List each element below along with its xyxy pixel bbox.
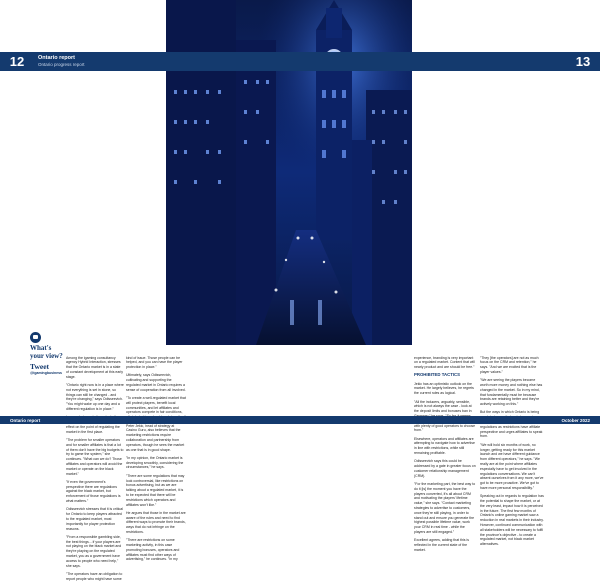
paragraph: "If even the government's perspective there are regulations against the black market, but enforcement of those regulations is what matters." <box>66 479 121 504</box>
tweet-prompt[interactable] <box>30 332 66 392</box>
article-column-2 <box>126 352 186 562</box>
paragraph: Elsewhere, operators and affiliates are attempting to navigate how to advertise in line with restrictions, while still remaining profitable. <box>414 436 475 456</box>
page-number-left: 12 <box>4 52 30 71</box>
twitter-handle[interactable]: @igamingbusiness <box>30 371 63 375</box>
paragraph: Ultimately, says Odisseevich, cultivating and supporting the regulated market in Ontario requires a sense of cooperation from all involved. <box>126 373 186 392</box>
subheading: PROHIBITED TACTICS <box>414 372 460 378</box>
paragraph: "All the inducers, arguably, sensible, which is not always the case - look at the deposit limits and bonuses ban in with plenty of good operators to choose from." <box>414 399 476 433</box>
article-column-4 <box>480 352 544 547</box>
footer-band <box>0 416 600 424</box>
paragraph: He argues that those in the market are aware of the rules and need to find different ways to promote their brands, ways that do not infringe on the restrictions. <box>126 510 186 534</box>
article-column-3 <box>414 352 476 552</box>
paragraph: "The problem for smaller operators and for smaller affiliates is that a lot of them don't have the big budgets to try to game the system," she continues. "What can we do? Those affiliates and operators will avoid the market or operate on the black market." <box>66 437 124 476</box>
paragraph: "In my opinion, the Ontario market is developing smoothly, considering the circumstances," he says. <box>126 455 184 470</box>
paragraph: "From a responsible gambling side, the best things... if your players are not playing on the black market and they're playing on the regulated market, you as a government have access to people who need help," she says. <box>66 534 122 568</box>
paragraph: experience, branding is very important on a regulated market. Content that will nearly product and are should be free." <box>414 355 475 370</box>
paragraph: Odisseevich stresses that it is critical for Ontario to keep players attracted to the regulated market, most importantly for player protection reasons. <box>66 507 123 531</box>
paragraph: "There are some regulations that may look controversial, like restrictions on bonus advertising, but as we are talking about a regulated market, it is to be expected that there will be restrictions which operators and affiliates won't like." <box>126 473 185 507</box>
paragraph: "We will hold six months of work, no longer, getting ready for this market launch and we have different guidance from different operators," he says. "We really are at the point where affiliates especially have to get involved in the regulations conversations. We can't absent ourselves from it any more, we've got to be more proactive. We've got to have more personal responsibility." <box>480 442 544 490</box>
paragraph: Among the igaming consultancy agency Hybrid Interaction, stresses that the Ontario market is in a state of constant development at this early stage. <box>66 355 124 379</box>
paragraph: But the ways in which Ontario is being regulations as restrictions have affiliate perspective and urges affiliates to speak from. <box>480 410 543 439</box>
article-column-1 <box>66 352 124 581</box>
paragraph: Odisseevich says this could be addressed by a gate in greater focus on customer relationship management (CRM). <box>414 459 476 478</box>
paragraph: "We are seeing the players become worth more money and nothing else has changed in the market. So in my mind, that fundamentally must be because brands are retaining better and they're actively working on this." <box>480 378 543 407</box>
paragraph: Excellent agrees, adding that this is reflected in the current state of the market. <box>414 538 470 552</box>
paragraph: "There are restrictions on some marketing activity, in this case promoting bonuses, operators and affiliates must find other ways of advertising," he continues. "In my <box>126 538 180 562</box>
paragraph: "Ontario right now is in a place where not everything is set in stone, so things can still be changed - and they're changing," says Odisseevich. "You might wake up one day and a different regulation is in place." <box>66 382 124 411</box>
paragraph: Jekic has an optimistic outlook on the market. He largely believes, he regrets the current rules as logical. <box>414 381 474 396</box>
footer-publication: Ontario report <box>10 418 41 423</box>
tweet-question: What's your view? <box>30 344 63 360</box>
paragraph: Speaking out in regards to regulation has the potential to shape the market, or at the very least, impact how it is perceived in the future. The first few months of Ontario's online gaming market saw a reduction in real markets in their industry. However, continued communication with all stakeholders will be necessary to fulfil the province's objective - to create a regulated market, not black market alternatives. <box>480 494 544 547</box>
section-title: Ontario report <box>38 55 75 61</box>
speech-bubble-icon <box>30 332 41 343</box>
header-band <box>0 52 600 71</box>
footer-date: October 2022 <box>561 418 590 423</box>
tweet-action[interactable]: Tweet <box>30 362 50 371</box>
running-header <box>38 55 85 68</box>
paragraph: kind of issue. Those people can be helped, and you can have the player protection in place." <box>126 355 183 370</box>
paragraph: "The operators have an obligation to report people who might have some <box>66 571 123 581</box>
paragraph: "For the marketing part, the best way to do it [is] the moment you have the players converted, it's all about CRM and motivating the players' lifetime value," she says. "Contact marketing strategies to advertise to customers, once they're still playing, in order to stand out and ensure you generate the highest possible lifetime value, work your CRM in real time - while the players are still engaged." <box>414 482 476 534</box>
paragraph: Peter Jekic, head of strategy at Casino Guru, also believes that the marketing restrictions require collaboration and partnership from operators, though he sees the market as one that is in good shape. <box>126 423 185 452</box>
paragraph: "To create a well-regulated market that will protect players, benefit local communities, and let affiliates and operators compete in fair conditions, <box>126 396 186 415</box>
page-number-right: 13 <box>570 52 596 71</box>
section-subtitle: Ontario progress report <box>38 62 85 67</box>
paragraph: "They [the operators] are not as much focus on the CRM and retention," he says. "And we are excited that is the player values." <box>480 355 539 374</box>
paragraph: effect on the point of regulating the market in the first place. <box>66 424 120 434</box>
